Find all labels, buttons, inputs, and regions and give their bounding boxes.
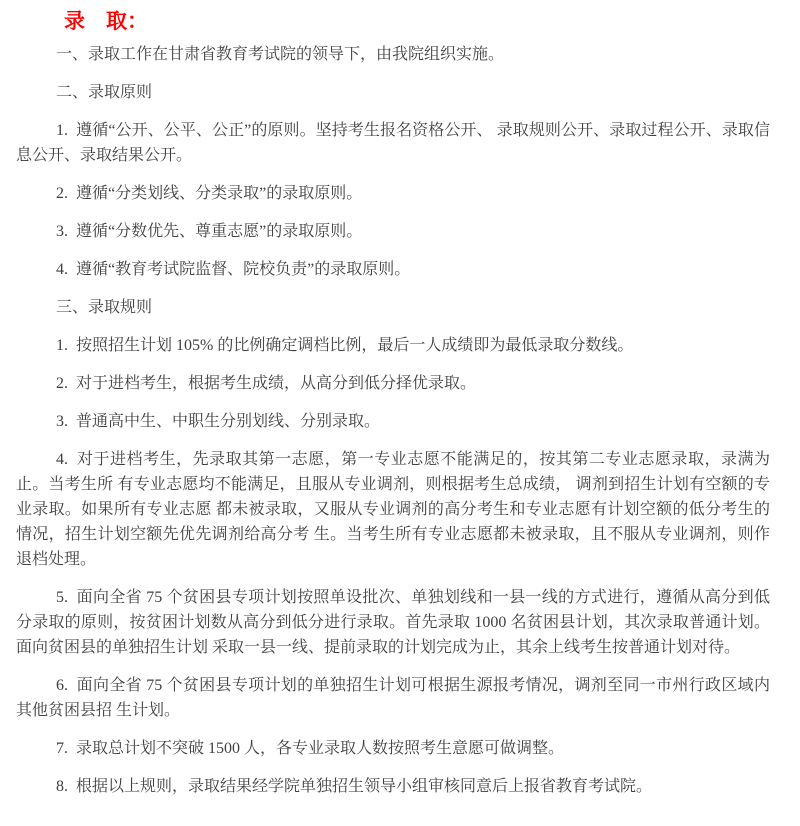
principle-item-2: 2. 遵循“分类划线、分类录取”的录取原则。 — [56, 185, 363, 202]
principle-item-1: 1. 遵循“公开、公平、公正”的原则。坚持考生报名资格公开、 录取规则公开、录取过程公开、录取信息公开、录取结果公开。 — [16, 122, 770, 164]
section-heading-admission-rules: 三、录取规则 — [56, 299, 153, 316]
principle-item-4: 4. 遵循“教育考试院监督、院校负责”的录取原则。 — [56, 261, 411, 278]
rule-item-8: 8. 根据以上规则，录取结果经学院单独招生领导小组审核同意后上报省教育考试院。 — [56, 778, 653, 795]
rule-item-5: 5. 面向全省 75 个贫困县专项计划按照单设批次、单独划线和一县一线的方式进行，遵循从高分到低分录取的原则，按贫困计划数从高分到低分进行录取。首先录取 1000 名贫困县计划，其次录取普通计划。面向贫困县的单独招生计划 采取一县一线、提前录取的计划完成为止，其余上线考生按普通计划对待。 — [16, 589, 770, 656]
rule-item-1: 1. 按照招生计划 105% 的比例确定调档比例，最后一人成绩即为最低录取分数线。 — [56, 337, 634, 354]
document-title: 录 取： — [64, 9, 148, 33]
rule-item-6: 6. 面向全省 75 个贫困县专项计划的单独招生计划可根据生源报考情况，调剂至同一市州行政区域内其他贫困县招 生计划。 — [16, 677, 770, 719]
rule-item-3: 3. 普通高中生、中职生分别划线、分别录取。 — [56, 413, 381, 430]
rule-item-2: 2. 对于进档考生，根据考生成绩，从高分到低分择优录取。 — [56, 375, 477, 392]
para-admission-implementation: 一、录取工作在甘肃省教育考试院的领导下，由我院组织实施。 — [56, 46, 505, 63]
rule-item-4: 4. 对于进档考生，先录取其第一志愿，第一专业志愿不能满足的，按其第二专业志愿录取，录满为止。当考生所 有专业志愿均不能满足，且服从专业调剂，则根据考生总成绩， 调剂到招生计划有空额的专业录取。如果所有专业志愿 都未被录取，又服从专业调剂的高分考生和专业志愿有计划空额的低分考生的情况，招生计划空额先优先调剂给高分考 生。当考生所有专业志愿都未被录取，且不服从专业调剂，则作退档处理。 — [16, 451, 770, 568]
rule-item-7: 7. 录取总计划不突破 1500 人，各专业录取人数按照考生意愿可做调整。 — [56, 740, 565, 757]
principle-item-3: 3. 遵循“分数优先、尊重志愿”的录取原则。 — [56, 223, 363, 240]
section-heading-admission-principles: 二、录取原则 — [56, 84, 153, 101]
